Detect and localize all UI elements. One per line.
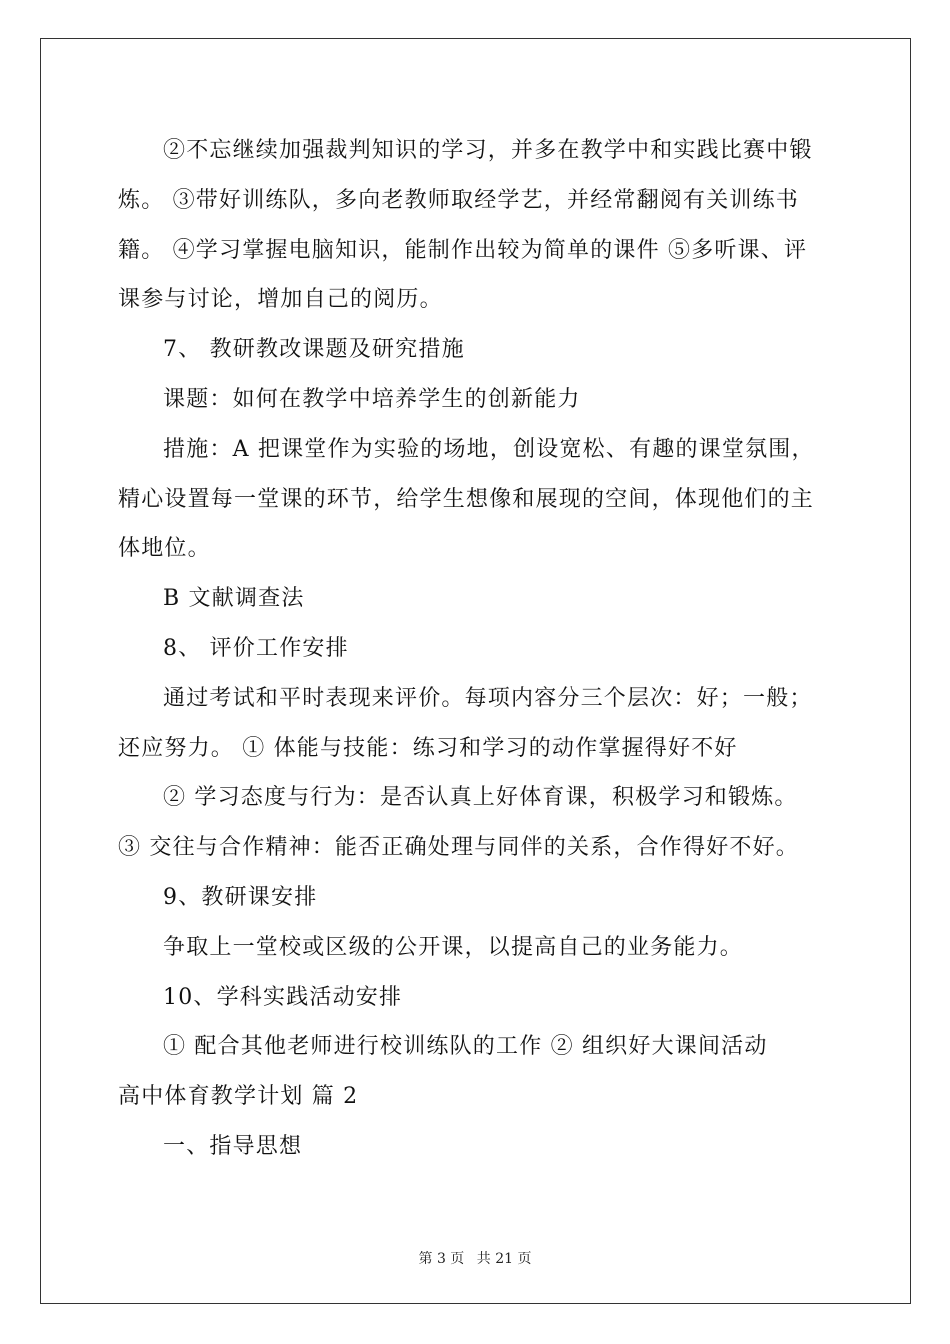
page-total: 共 21 页 — [476, 1251, 532, 1267]
paragraph-line: 争取上一堂校或区级的公开课，以提高自己的业务能力。 — [163, 934, 744, 960]
paragraph-line: ③ 交往与合作精神：能否正确处理与同伴的关系，合作得好不好。 — [118, 835, 799, 861]
paragraph-line: ① 配合其他老师进行校训练队的工作 ② 组织好大课间活动 — [163, 1034, 768, 1060]
paragraph-line: 课参与讨论，增加自己的阅历。 — [118, 287, 443, 313]
section-heading: 10、学科实践活动安排 — [163, 984, 403, 1010]
paragraph-line: 精心设置每一堂课的环节，给学生想像和展现的空间，体现他们的主 — [118, 486, 815, 512]
section-heading: 9、教研课安排 — [163, 884, 318, 910]
paragraph-line: 通过考试和平时表现来评价。每项内容分三个层次：好；一般； — [163, 685, 813, 711]
paragraph-line: B 文献调查法 — [163, 586, 305, 612]
paragraph-line: 措施：A 把课堂作为实验的场地，创设宽松、有趣的课堂氛围， — [163, 436, 815, 462]
section-heading: 8、 评价工作安排 — [163, 635, 349, 661]
document-body — [118, 126, 838, 1172]
page-footer — [0, 1248, 950, 1268]
paragraph-line: ② 学习态度与行为：是否认真上好体育课，积极学习和锻炼。 — [163, 785, 798, 811]
paragraph-line: ②不忘继续加强裁判知识的学习，并多在教学中和实践比赛中锻 — [163, 138, 813, 163]
paragraph-line: 籍。 ④学习掌握电脑知识，能制作出较为简单的课件 ⑤多听课、评 — [118, 237, 808, 263]
paragraph-line: 还应努力。 ① 体能与技能：练习和学习的动作掌握得好不好 — [118, 735, 738, 761]
document-title: 高中体育教学计划 篇 2 — [118, 1084, 359, 1110]
section-heading: 一、指导思想 — [163, 1133, 303, 1159]
paragraph-line: 炼。 ③带好训练队，多向老教师取经学艺，并经常翻阅有关训练书 — [118, 187, 799, 213]
section-heading: 7、 教研教改课题及研究措施 — [163, 337, 465, 363]
paragraph-line: 课题：如何在教学中培养学生的创新能力 — [163, 386, 581, 412]
paragraph-line: 体地位。 — [118, 536, 211, 562]
page-number: 第 3 页 — [418, 1251, 465, 1267]
